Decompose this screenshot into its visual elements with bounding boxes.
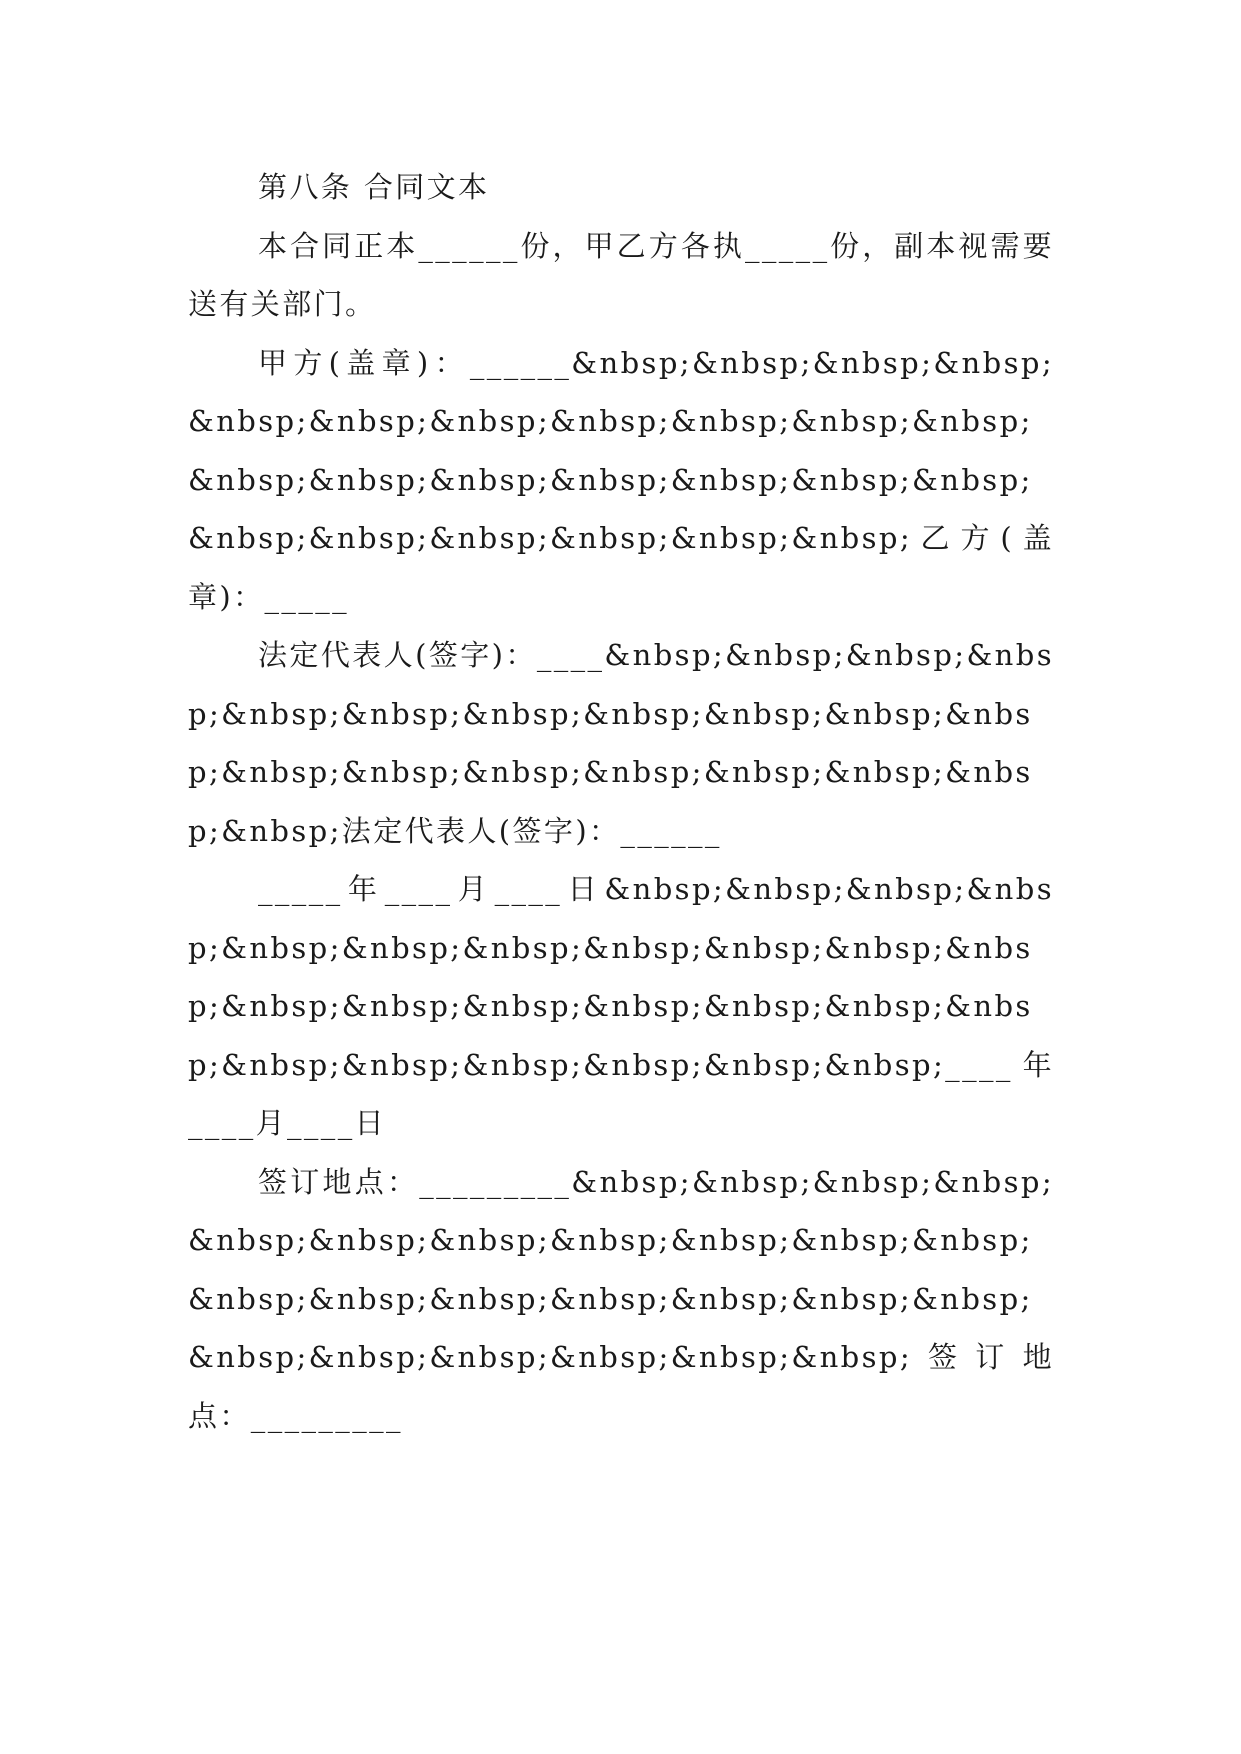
document-body [188, 158, 1054, 1445]
article-heading: 第八条 合同文本 [258, 170, 490, 204]
seal-line: 甲方(盖章)：______&nbsp;&nbsp;&nbsp;&nbsp;&nbsp;&nbsp;&nbsp;&nbsp;&nbsp;&nbsp;&nbsp;&nbsp;&nbsp;&nbsp;&nbsp;&nbsp;&nbsp;&nbsp;&nbsp;&nbsp;&nbsp;&nbsp;&nbsp;&nbsp;乙方(盖章)：_____ [188, 345, 1054, 614]
copies-paragraph: 本合同正本______份，甲乙方各执_____份，副本视需要送有关部门。 [188, 228, 1054, 321]
representative-signature-line: 法定代表人(签字)：____&nbsp;&nbsp;&nbsp;&nbsp;&nbsp;&nbsp;&nbsp;&nbsp;&nbsp;&nbsp;&nbsp;&nbsp;&nbsp;&nbsp;&nbsp;&nbsp;&nbsp;&nbsp;&nbsp;法定代表人(签字)：______ [188, 638, 1054, 848]
signing-place-line: 签订地点：_________&nbsp;&nbsp;&nbsp;&nbsp;&nbsp;&nbsp;&nbsp;&nbsp;&nbsp;&nbsp;&nbsp;&nbsp;&nbsp;&nbsp;&nbsp;&nbsp;&nbsp;&nbsp;&nbsp;&nbsp;&nbsp;&nbsp;&nbsp;&nbsp;签订地点：_________ [188, 1164, 1054, 1433]
date-line: _____年____月____日&nbsp;&nbsp;&nbsp;&nbsp;&nbsp;&nbsp;&nbsp;&nbsp;&nbsp;&nbsp;&nbsp;&nbsp;&nbsp;&nbsp;&nbsp;&nbsp;&nbsp;&nbsp;&nbsp;&nbsp;&nbsp;&nbsp;&nbsp;&nbsp;____年____月____日 [188, 872, 1054, 1140]
